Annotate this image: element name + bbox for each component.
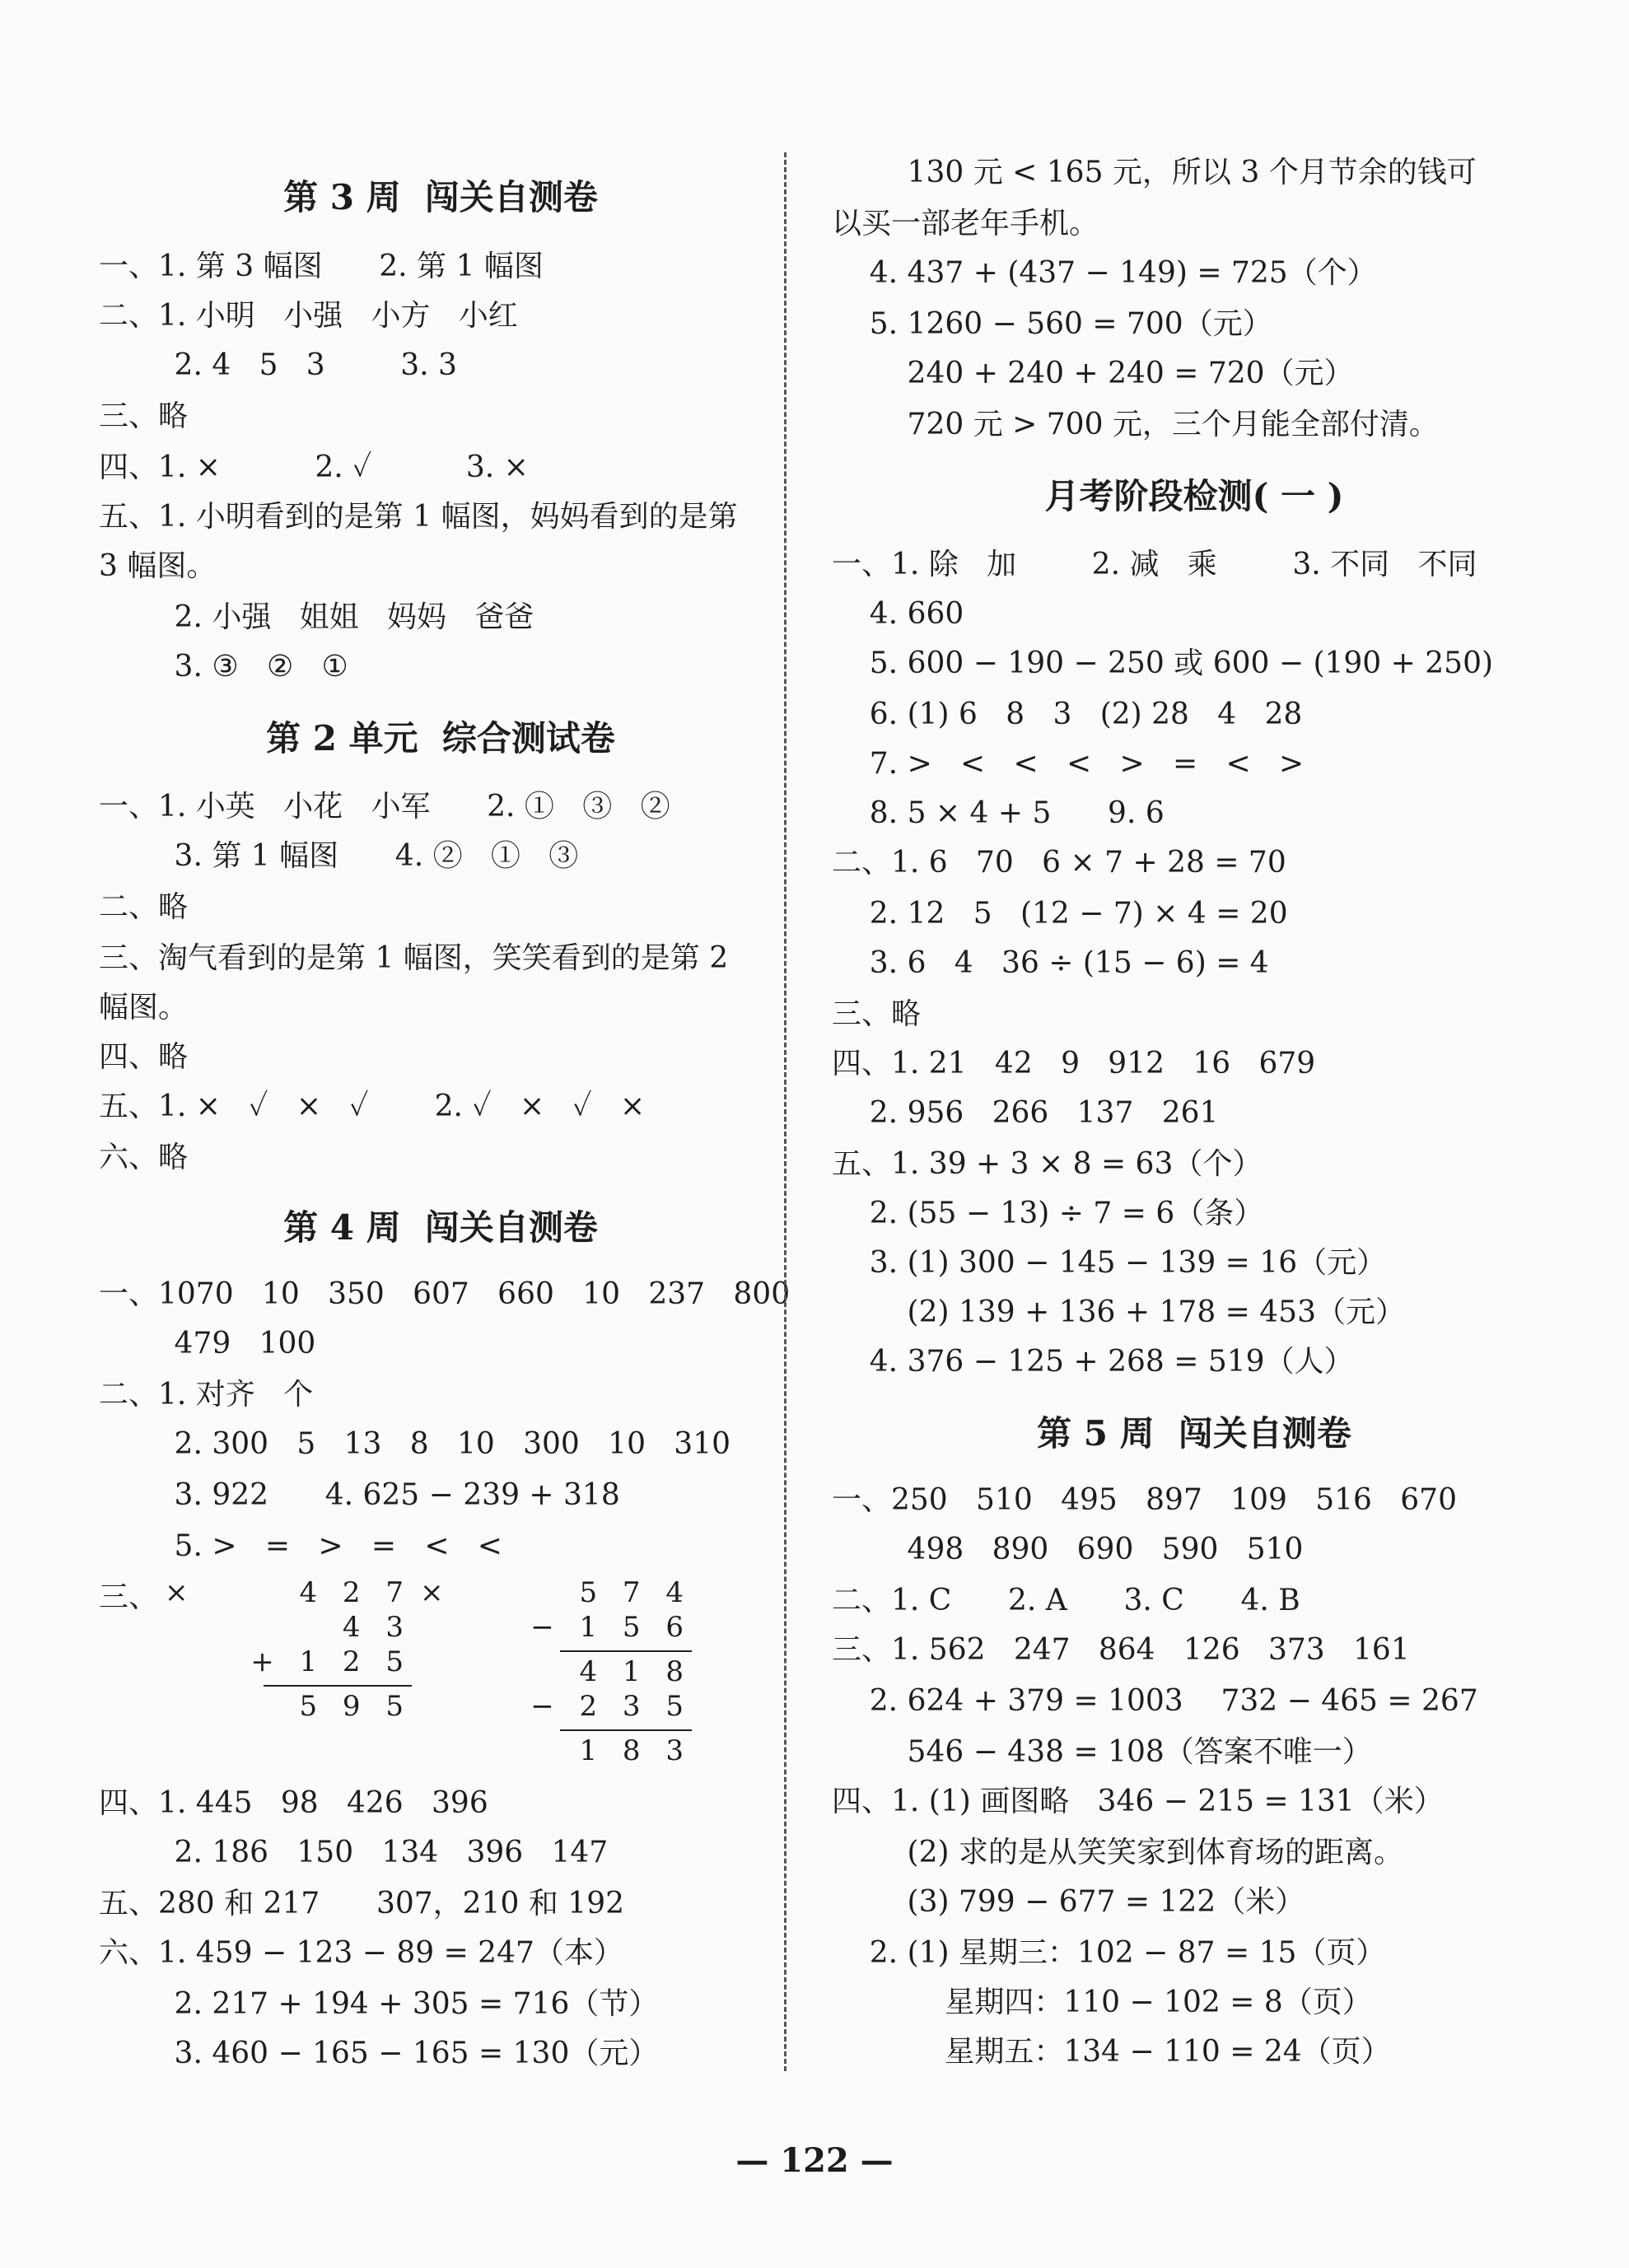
calc-row: 4 3 [342, 1611, 412, 1644]
answer-line: 一、250 510 495 897 109 516 670 [832, 1483, 1457, 1517]
answer-line: 5. > = > = < < [99, 1529, 502, 1563]
answer-line: 8. 5 × 4 + 5 9. 6 [832, 796, 1165, 830]
answer-line: 四、1. × 2. ✓ 3. × [99, 450, 529, 484]
answer-line: 四、略 [99, 1040, 189, 1074]
calc-row: 1 8 3 [579, 1734, 692, 1767]
answer-line: 720 元 > 700 元，三个月能全部付清。 [832, 408, 1439, 441]
answer-line: 3 幅图。 [99, 549, 217, 583]
answer-line: 四、1. 445 98 426 396 [99, 1786, 488, 1820]
calc-rule [560, 1729, 692, 1731]
answer-line: 2. 小强 姐姐 妈妈 爸爸 [99, 600, 534, 634]
section-title: 第 2 单元 综合测试卷 [266, 718, 615, 758]
answer-line: 2. 300 5 13 8 10 300 10 310 [99, 1427, 731, 1461]
answer-line: 3. 460 − 165 − 165 = 130（元） [99, 2037, 659, 2070]
answer-line: 130 元 < 165 元，所以 3 个月节余的钱可 [832, 156, 1477, 189]
answer-line: (2) 求的是从笑笑家到体育场的距离。 [832, 1836, 1403, 1869]
answer-line: 以买一部老年手机。 [832, 207, 1099, 240]
calc-rule [264, 1685, 412, 1687]
check-mark: × [420, 1576, 452, 1609]
answer-line: 5. 1260 − 560 = 700（元） [832, 307, 1272, 341]
answer-line: 五、1. × ✓ × ✓ 2. ✓ × ✓ × [99, 1090, 646, 1123]
answer-line: 三、1. 562 247 864 126 373 161 [832, 1633, 1410, 1667]
answer-line: 3. ③ ② ① [99, 650, 348, 684]
answer-line: 3. 922 4. 625 − 239 + 318 [99, 1478, 620, 1512]
vertical-calculation-a [165, 1575, 412, 1731]
check-mark: × [165, 1576, 197, 1609]
answer-line: 二、1. 小明 小强 小方 小红 [99, 299, 518, 333]
answer-line: 2. (1) 星期三：102 − 87 = 15（页） [832, 1936, 1386, 1970]
calc-row: − 2 3 5 [530, 1690, 692, 1723]
answer-line: 三、略 [832, 997, 922, 1031]
answer-line: 六、1. 459 − 123 − 89 = 247（本） [99, 1936, 623, 1970]
answer-line: 2. 956 266 137 261 [832, 1096, 1219, 1130]
answer-line: 四、1. 21 42 9 912 16 679 [832, 1047, 1316, 1080]
answer-line: 三、略 [99, 399, 189, 433]
answer-line: 2. 12 5 (12 − 7) × 4 = 20 [832, 897, 1288, 931]
answer-line: 2. 4 5 3 3. 3 [99, 348, 457, 382]
answer-line: 二、略 [99, 890, 189, 924]
question-label: 三、 [99, 1580, 159, 1614]
answer-line: 498 890 690 590 510 [832, 1533, 1304, 1566]
column-divider [784, 152, 786, 2071]
answer-line: 6. (1) 6 8 3 (2) 28 4 28 [832, 698, 1303, 731]
answer-line: 二、1. C 2. A 3. C 4. B [832, 1584, 1300, 1617]
answer-line: 4. 437 + (437 − 149) = 725（个） [832, 256, 1377, 290]
calc-row: 4 2 7 [299, 1576, 412, 1609]
answer-line: 六、略 [99, 1141, 189, 1174]
answer-line: 3. 第 1 幅图 4. ② ① ③ [99, 839, 579, 873]
answer-line: 一、1070 10 350 607 660 10 237 800 [99, 1277, 791, 1311]
section-title: 第 4 周 闯关自测卷 [283, 1207, 598, 1248]
answer-line: 星期五：134 − 110 = 24（页） [832, 2035, 1391, 2069]
answer-line: 2. (55 − 13) ÷ 7 = 6（条） [832, 1197, 1264, 1230]
calc-row: − 1 5 6 [530, 1611, 692, 1644]
vertical-calculation-b [420, 1575, 692, 1772]
page-number: — 122 — [735, 2141, 894, 2180]
answer-line: (2) 139 + 136 + 178 = 453（元） [832, 1295, 1405, 1329]
answer-line: 2. 624 + 379 = 1003 732 − 465 = 267 [832, 1684, 1478, 1718]
answer-line: 4. 376 − 125 + 268 = 519（人） [832, 1345, 1354, 1379]
answer-line: 7. > < < < > = < > [832, 747, 1305, 781]
answer-line: 五、1. 小明看到的是第 1 幅图，妈妈看到的是第 [99, 500, 738, 534]
answer-line: 3. 6 4 36 ÷ (15 − 6) = 4 [832, 946, 1269, 980]
answer-line: 5. 600 − 190 − 250 或 600 − (190 + 250) [832, 646, 1494, 680]
answer-line: 星期四：110 − 102 = 8（页） [832, 1986, 1372, 2019]
answer-line: (3) 799 − 677 = 122（米） [832, 1885, 1305, 1919]
answer-line: 546 − 438 = 108（答案不唯一） [832, 1735, 1372, 1769]
section-title: 第 3 周 闯关自测卷 [283, 177, 598, 217]
answer-line: 二、1. 对齐 个 [99, 1378, 314, 1412]
answer-line: 四、1. (1) 画图略 346 − 215 = 131（米） [832, 1785, 1444, 1818]
section-title: 第 5 周 闯关自测卷 [1037, 1413, 1351, 1454]
answer-line: 479 100 [99, 1327, 316, 1360]
answer-line: 一、1. 除 加 2. 减 乘 3. 不同 不同 [832, 548, 1477, 581]
answer-line: 3. (1) 300 − 145 − 139 = 16（元） [832, 1246, 1387, 1280]
calc-row: 4 1 8 [579, 1655, 692, 1688]
section-title: 月考阶段检测( 一 ) [1044, 476, 1344, 516]
answer-line: 一、1. 第 3 幅图 2. 第 1 幅图 [99, 250, 544, 283]
answer-line: 幅图。 [99, 991, 189, 1024]
answer-line: 二、1. 6 70 6 × 7 + 28 = 70 [832, 846, 1286, 880]
answer-line: 三、淘气看到的是第 1 幅图，笑笑看到的是第 2 [99, 941, 729, 975]
answer-line: 五、280 和 217 307，210 和 192 [99, 1887, 624, 1920]
calc-rule [560, 1650, 692, 1652]
answer-line: 2. 186 150 134 396 147 [99, 1836, 609, 1869]
answer-line: 4. 660 [832, 597, 964, 631]
answer-line: 五、1. 39 + 3 × 8 = 63（个） [832, 1147, 1263, 1181]
answer-line: 2. 217 + 194 + 305 = 716（节） [99, 1987, 659, 2021]
calc-row: + 1 2 5 [250, 1645, 412, 1678]
calc-row: 5 7 4 [579, 1576, 692, 1609]
calc-row: 5 9 5 [299, 1690, 412, 1723]
answer-line: 240 + 240 + 240 = 720（元） [832, 357, 1354, 390]
answer-line: 一、1. 小英 小花 小军 2. ① ③ ② [99, 790, 670, 824]
